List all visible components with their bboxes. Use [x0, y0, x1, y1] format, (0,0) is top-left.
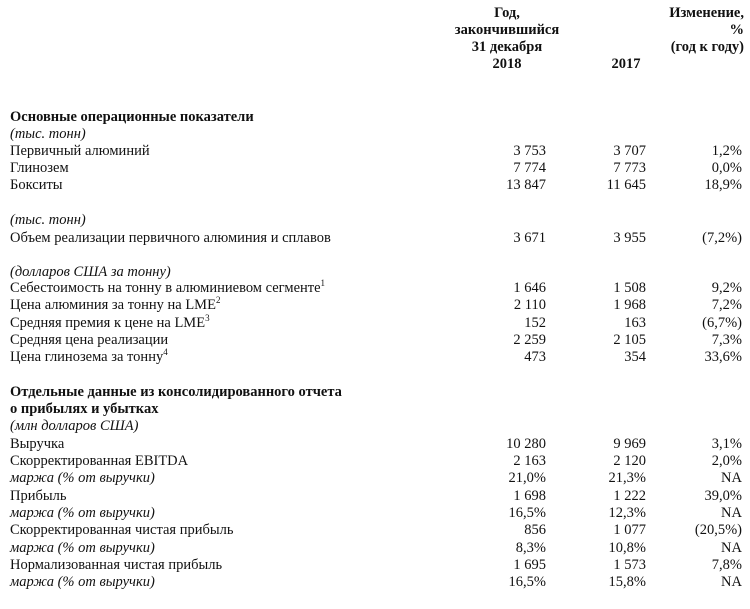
- row-label: Выручка: [10, 436, 65, 452]
- value-change: 0,0%: [711, 160, 742, 176]
- row-label: Цена глинозема за тонну$^4$: [10, 347, 168, 365]
- table-row: [0, 160, 750, 177]
- value-2018: 1 695: [513, 557, 546, 573]
- value-2018: 473: [524, 349, 546, 365]
- value-change: 39,0%: [704, 488, 742, 504]
- table-row: [0, 264, 750, 281]
- value-2017: 15,8%: [608, 574, 646, 590]
- table-row: [0, 505, 750, 522]
- value-2017: 1 222: [613, 488, 646, 504]
- header-change-line: (год к году): [670, 39, 744, 55]
- value-2018: 7 774: [513, 160, 546, 176]
- value-change: NA: [721, 505, 742, 521]
- value-change: (20,5%): [694, 522, 742, 538]
- value-change: 3,1%: [711, 436, 742, 452]
- table-row: [0, 177, 750, 194]
- row-label: (долларов США за тонну): [10, 264, 171, 280]
- table-row: [0, 143, 750, 160]
- value-change: 7,8%: [711, 557, 742, 573]
- table-row: [0, 297, 750, 314]
- value-change: (6,7%): [702, 315, 742, 331]
- value-change: 9,2%: [711, 280, 742, 296]
- row-label: Отдельные данные из консолидированного отчета: [10, 384, 342, 400]
- table-row: [0, 126, 750, 143]
- value-2018: 8,3%: [515, 540, 546, 556]
- value-2017: 1 968: [613, 297, 646, 313]
- row-label: маржа (% от выручки): [10, 505, 155, 521]
- value-2018: 16,5%: [508, 574, 546, 590]
- value-2018: 3 753: [513, 143, 546, 159]
- row-label: Средняя цена реализации: [10, 332, 169, 348]
- value-2017: 1 077: [613, 522, 646, 538]
- value-2017: 354: [624, 349, 646, 365]
- value-2017: 1 508: [613, 280, 646, 296]
- column-header-2017: 2017: [611, 56, 641, 72]
- value-2017: 163: [624, 315, 646, 331]
- column-header-2018: 2018: [492, 56, 522, 72]
- table-row: [0, 470, 750, 487]
- row-label: Цена алюминия за тонну на LME$^2$: [10, 295, 221, 313]
- value-2018: 152: [524, 315, 546, 331]
- value-2017: 3 707: [613, 143, 646, 159]
- table-row: [0, 230, 750, 247]
- value-2018: 2 163: [513, 453, 546, 469]
- value-2018: 3 671: [513, 230, 546, 246]
- table-row: [0, 540, 750, 557]
- row-label: (тыс. тонн): [10, 126, 86, 142]
- row-label: Скорректированная EBITDA: [10, 453, 189, 469]
- value-2018: 10 280: [506, 436, 546, 452]
- row-label: маржа (% от выручки): [10, 574, 155, 590]
- table-row: [0, 488, 750, 505]
- value-2018: 13 847: [506, 177, 546, 193]
- table-row: [0, 109, 750, 126]
- value-change: 7,3%: [711, 332, 742, 348]
- header-year-line: Год,: [494, 5, 520, 21]
- value-2017: 1 573: [613, 557, 646, 573]
- footnote-marker: 3: [205, 313, 210, 323]
- value-2017: 11 645: [606, 177, 646, 193]
- column-header-change: [614, 5, 744, 56]
- row-label: Первичный алюминий: [10, 143, 150, 159]
- value-2018: 21,0%: [508, 470, 546, 486]
- footnote-marker: 4: [163, 347, 168, 357]
- table-row: [0, 349, 750, 366]
- value-2018: 856: [524, 522, 546, 538]
- value-2018: 2 110: [513, 297, 546, 313]
- table-row: [0, 418, 750, 435]
- value-2018: 16,5%: [508, 505, 546, 521]
- header-change-line: %: [729, 22, 744, 38]
- value-2017: 2 105: [613, 332, 646, 348]
- value-2017: 2 120: [613, 453, 646, 469]
- value-change: NA: [721, 574, 742, 590]
- row-label: о прибылях и убытках: [10, 401, 159, 417]
- header-year-line: 31 декабря: [471, 39, 543, 55]
- value-2017: 9 969: [613, 436, 646, 452]
- header-change-line: Изменение,: [669, 5, 744, 21]
- row-label: Объем реализации первичного алюминия и сплавов: [10, 230, 331, 246]
- table-row: [0, 384, 750, 401]
- column-header-year: [440, 5, 574, 72]
- table-row: [0, 212, 750, 229]
- row-label: Нормализованная чистая прибыль: [10, 557, 223, 573]
- value-change: (7,2%): [702, 230, 742, 246]
- row-label: (млн долларов США): [10, 418, 139, 434]
- value-2017: 7 773: [613, 160, 646, 176]
- value-change: NA: [721, 470, 742, 486]
- table-row: [0, 522, 750, 539]
- footnote-marker: 1: [320, 278, 326, 288]
- value-2018: 2 259: [513, 332, 546, 348]
- value-2017: 12,3%: [608, 505, 646, 521]
- table-row: [0, 332, 750, 349]
- value-change: 1,2%: [711, 143, 742, 159]
- row-label: Глинозем: [10, 160, 69, 176]
- table-row: [0, 453, 750, 470]
- value-change: 2,0%: [711, 453, 742, 469]
- value-2017: 10,8%: [608, 540, 646, 556]
- table-row: [0, 401, 750, 418]
- header-year-line: закончившийся: [454, 22, 560, 38]
- table-row: [0, 280, 750, 297]
- table-row: [0, 315, 750, 332]
- row-label: маржа (% от выручки): [10, 540, 155, 556]
- row-label: Средняя премия к цене на LME$^3$: [10, 313, 210, 331]
- table-row: [0, 436, 750, 453]
- table-row: [0, 557, 750, 574]
- row-label: Основные операционные показатели: [10, 109, 254, 125]
- value-2017: 3 955: [613, 230, 646, 246]
- value-2018: 1 698: [513, 488, 546, 504]
- footnote-marker: 2: [215, 295, 221, 305]
- value-2017: 21,3%: [608, 470, 646, 486]
- value-change: 7,2%: [711, 297, 742, 313]
- table-row: [0, 574, 750, 591]
- value-change: NA: [721, 540, 742, 556]
- row-label: (тыс. тонн): [10, 212, 86, 228]
- row-label: Бокситы: [10, 177, 63, 193]
- row-label: маржа (% от выручки): [10, 470, 155, 486]
- row-label: Скорректированная чистая прибыль: [10, 522, 234, 538]
- value-2018: 1 646: [513, 280, 546, 296]
- row-label: Себестоимость на тонну в алюминиевом сегменте$^1$: [10, 278, 326, 296]
- value-change: 18,9%: [704, 177, 742, 193]
- value-change: 33,6%: [704, 349, 742, 365]
- row-label: Прибыль: [10, 488, 67, 504]
